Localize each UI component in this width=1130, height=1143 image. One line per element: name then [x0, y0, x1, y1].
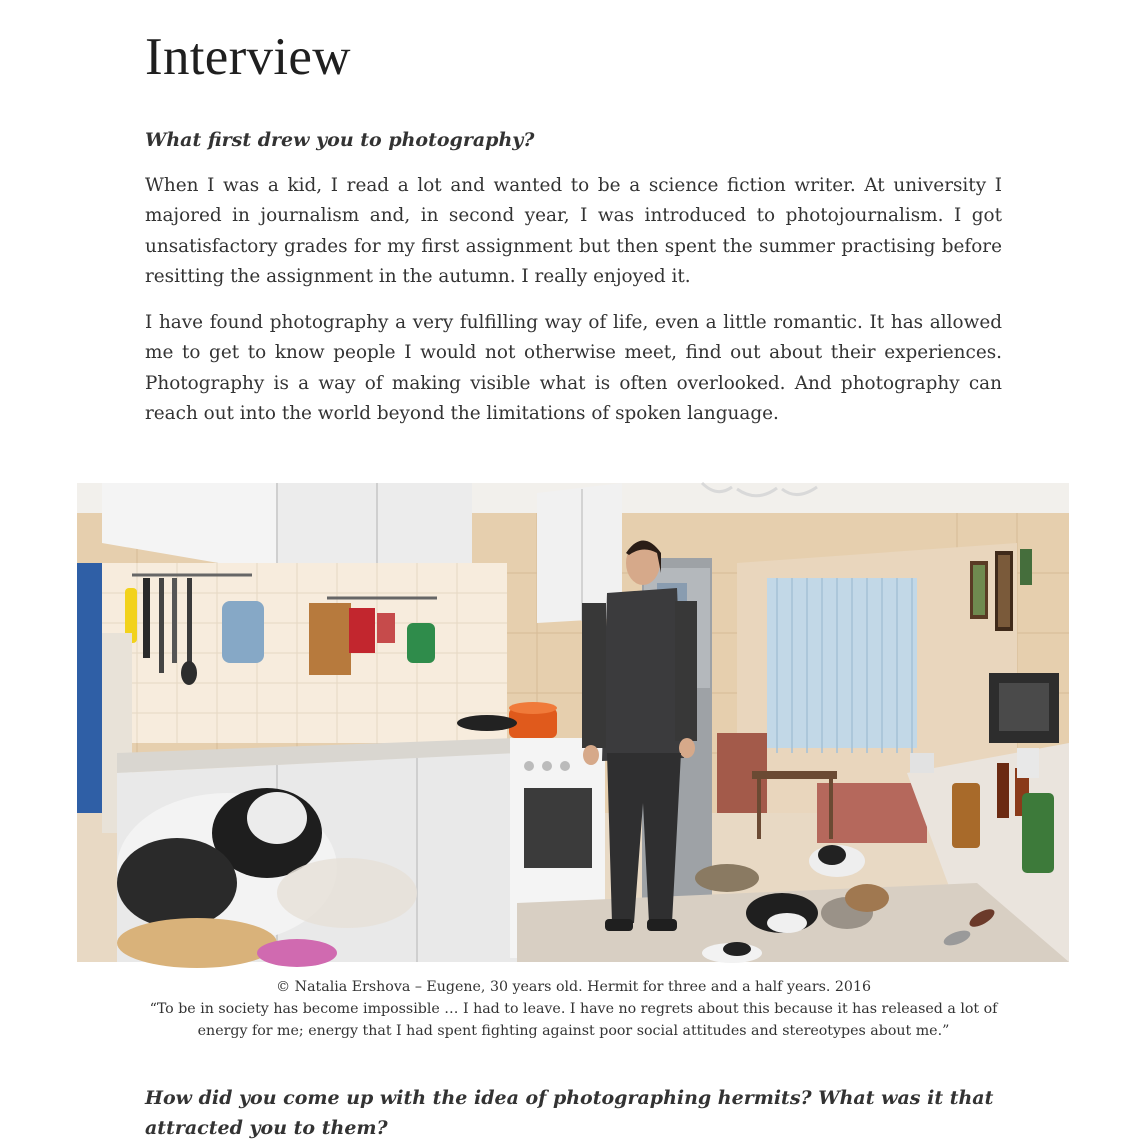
interview-question: How did you come up with the idea of photographing hermits? What was it that attracted you to them? — [145, 1087, 994, 1139]
answer-paragraph: I have found photography a very fulfilling way of life, even a little romantic. It has allowed me to get to know people I would not otherwise meet, find out about their experiences. Photography is a way of making visible what is often overlooked. And photography can reach out into the world beyond the limitations of spoken language. — [145, 312, 1002, 425]
photo-caption — [145, 976, 1002, 1042]
caption-credit: © Natalia Ershova – Eugene, 30 years old. Hermit for three and a half years. 2016 — [275, 979, 872, 995]
caption-quote: “To be in society has become impossible … I had to leave. I have no regrets about this because it has released a lot of energy for me; energy that I had spent fighting against poor social attitudes and stereotypes about me.” — [149, 1001, 998, 1039]
page-title: Interview — [145, 28, 351, 86]
kitchen-photograph — [77, 483, 1069, 962]
photograph-illustration — [77, 483, 1069, 962]
answer-paragraph: When I was a kid, I read a lot and wanted to be a science fiction writer. At university I majored in journalism and, in second year, I was introduced to photojournalism. I got unsatisfactory grades for my first assignment but then spent the summer practising before resitting the assignment in the autumn. I really enjoyed it. — [145, 175, 1002, 288]
interview-question: What first drew you to photography? — [145, 129, 535, 151]
